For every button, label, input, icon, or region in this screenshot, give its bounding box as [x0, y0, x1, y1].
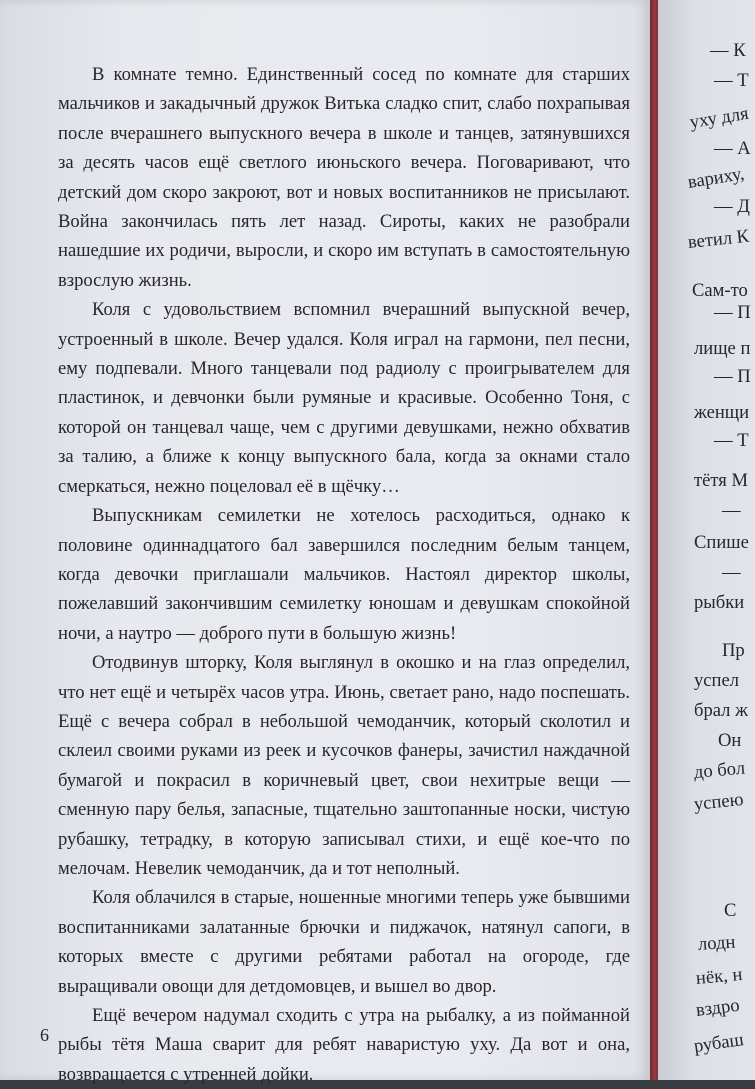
right-page-text-fragments	[658, 0, 755, 1080]
paragraph-6: Ещё вечером надумал сходить с утра на рыбалку, а из пойманной рыбы тётя Маша сварит для ребят наваристую уху. Да вот и она, возвращается с утренней дойки.	[58, 1005, 630, 1085]
page-body-text	[58, 60, 630, 1089]
right-fragment: — П	[714, 302, 751, 323]
paragraph-2: Коля с удовольствием вспомнил вчерашний выпускной вечер, устроенный в школе. Вечер удался. Коля играл на гармони, пел песни, ему подпевали. Много танцевали под радиолу с проигрывателем для пластинок, и девчонки были румяные и красивые. Особенно Тоня, с которой он танцевал чаще, чем с другими девушками, нежно обхватив за талию, а ближе к концу выпускного бала, когда за окнами стало смеркаться, нежно поцеловал её в щёчку…	[58, 299, 630, 497]
paragraph-3: Выпускникам семилетки не хотелось расходиться, однако к половине одиннадцатого бал завершился последним белым танцем, когда девочки приглашали мальчиков. Настоял директор школы, пожелавший закончившим семилетку юношам и девушкам спокойной ночи, а наутро — доброго пути в большую жизнь!	[58, 505, 630, 644]
right-fragment: —	[722, 562, 741, 583]
paragraph-1: В комнате темно. Единственный сосед по комнате для старших мальчиков и закадычный дружок Витька сладко спит, слабо похрапывая после вчерашнего выпускного вечера в школе и танцев, затянувшихся за десять часов ещё светлого июньского вечера. Поговаривают, что детский дом скоро закроют, вот и новых воспитанников не присылают. Война закончилась пять лет назад. Сироты, каких не разобрали нашедшие их родичи, выросли, и скоро им вступать в самостоятельную взрослую жизнь.	[58, 64, 630, 291]
right-fragment: лище п	[694, 338, 751, 359]
right-fragment: тётя М	[694, 470, 748, 491]
right-fragment: вздро	[694, 994, 741, 1021]
right-fragment: рубаш	[692, 1029, 746, 1057]
right-fragment: брал ж	[694, 700, 748, 721]
right-fragment: Пр	[722, 640, 745, 661]
right-fragment: — П	[714, 366, 751, 387]
book-spine-cover	[650, 0, 658, 1080]
paragraph-4: Отодвинув шторку, Коля выглянул в окошко и на глаз определил, что нет ещё и четырёх часов утра. Июнь, светает рано, надо поспешать. Ещё с вечера собрал в небольшой чемоданчик, который сколотил и склеил своими руками из реек и кусочков фанеры, зачистил наждачной бумагой и покрасил в коричневый цвет, свои нехитрые вещи — сменную пару белья, запасные, тщательно заштопанные носки, чистую рубашку, тетрадку, в которую записывал стихи, и ещё кое-что по мелочам. Невелик чемоданчик, да и тот неполный.	[58, 652, 630, 879]
right-fragment: успел	[694, 670, 740, 691]
right-fragment: вариху,	[686, 163, 746, 193]
paragraph-5: Коля облачился в старые, ношенные многими теперь уже бывшими воспитанниками залатанные брючки и пиджачок, натянул сапоги, в которых вместе с другими ребятами работал на огороде, где выращивали овощи для детдомовцев, и вышел во двор.	[58, 887, 630, 997]
right-fragment: Он	[718, 730, 742, 751]
right-fragment: до бол	[693, 757, 746, 783]
right-fragment: — Т	[714, 430, 749, 451]
right-book-page	[658, 0, 755, 1080]
right-fragment: нёк, н	[695, 963, 744, 989]
right-fragment: Сам-то	[692, 280, 748, 301]
right-fragment: женщи	[694, 402, 750, 423]
right-fragment: лодн	[697, 931, 737, 955]
page-number: 6	[40, 1025, 49, 1045]
right-fragment: — К	[710, 40, 746, 61]
right-fragment: успею	[692, 788, 745, 815]
right-fragment: С	[724, 900, 737, 921]
right-fragment: ветил К	[686, 225, 751, 253]
right-fragment: — Д	[714, 196, 750, 217]
right-fragment: — Т	[714, 70, 749, 91]
right-fragment: рыбки	[694, 592, 745, 613]
right-fragment: — А	[714, 138, 751, 159]
right-fragment: —	[722, 500, 741, 521]
right-fragment: уху для	[688, 102, 750, 133]
right-fragment: Спише	[694, 532, 749, 553]
